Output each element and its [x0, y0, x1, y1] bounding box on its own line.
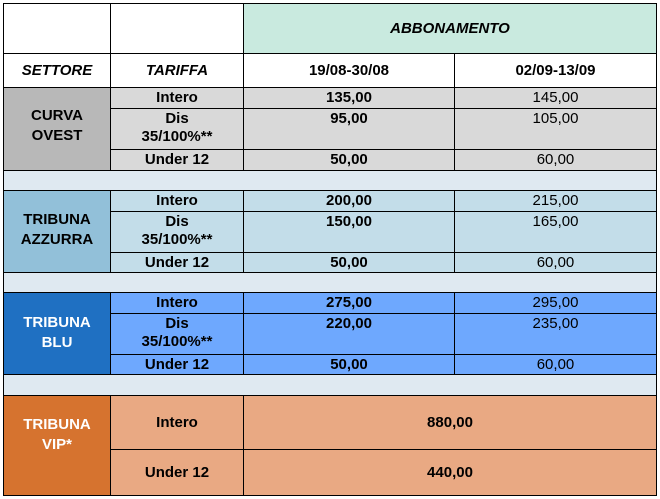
tariff-dis: Dis 35/100%** — [110, 313, 244, 355]
header-tariffa: TARIFFA — [110, 53, 244, 88]
price-period-2: 145,00 — [454, 87, 657, 109]
price-period-2: 60,00 — [454, 252, 657, 273]
price-period-2: 165,00 — [454, 211, 657, 253]
tariff-dis: Dis 35/100%** — [110, 108, 244, 150]
header-empty-1 — [3, 3, 111, 54]
tariff-under-12: Under 12 — [110, 449, 244, 496]
price-period-2: 215,00 — [454, 190, 657, 212]
header-abbonamento: ABBONAMENTO — [243, 3, 657, 54]
price-period-1: 200,00 — [243, 190, 455, 212]
price-period-2: 60,00 — [454, 354, 657, 375]
header-empty-2 — [110, 3, 244, 54]
price-period-1: 150,00 — [243, 211, 455, 253]
tariff-intero: Intero — [110, 292, 244, 314]
header-period-1: 19/08-30/08 — [243, 53, 455, 88]
tariff-under-12: Under 12 — [110, 252, 244, 273]
tariff-dis: Dis 35/100%** — [110, 211, 244, 253]
tariff-intero: Intero — [110, 395, 244, 450]
price-single: 880,00 — [243, 395, 657, 450]
tariff-under-12: Under 12 — [110, 149, 244, 171]
sector-tribuna-blu: TRIBUNA BLU — [3, 292, 111, 375]
price-period-1: 95,00 — [243, 108, 455, 150]
tariff-intero: Intero — [110, 190, 244, 212]
price-period-1: 50,00 — [243, 149, 455, 171]
price-period-1: 50,00 — [243, 354, 455, 375]
sector-tribuna-vip: TRIBUNA VIP* — [3, 395, 111, 496]
price-period-2: 105,00 — [454, 108, 657, 150]
sector-tribuna-azzurra: TRIBUNA AZZURRA — [3, 190, 111, 273]
price-period-1: 135,00 — [243, 87, 455, 109]
price-period-1: 220,00 — [243, 313, 455, 355]
price-period-2: 60,00 — [454, 149, 657, 171]
sector-curva-ovest: CURVA OVEST — [3, 87, 111, 171]
tariff-under-12: Under 12 — [110, 354, 244, 375]
header-period-2: 02/09-13/09 — [454, 53, 657, 88]
spacer-row — [3, 170, 657, 191]
price-period-1: 50,00 — [243, 252, 455, 273]
header-settore: SETTORE — [3, 53, 111, 88]
price-period-2: 235,00 — [454, 313, 657, 355]
price-single: 440,00 — [243, 449, 657, 496]
tariff-intero: Intero — [110, 87, 244, 109]
spacer-row — [3, 374, 657, 396]
price-period-2: 295,00 — [454, 292, 657, 314]
spacer-row — [3, 272, 657, 293]
price-period-1: 275,00 — [243, 292, 455, 314]
